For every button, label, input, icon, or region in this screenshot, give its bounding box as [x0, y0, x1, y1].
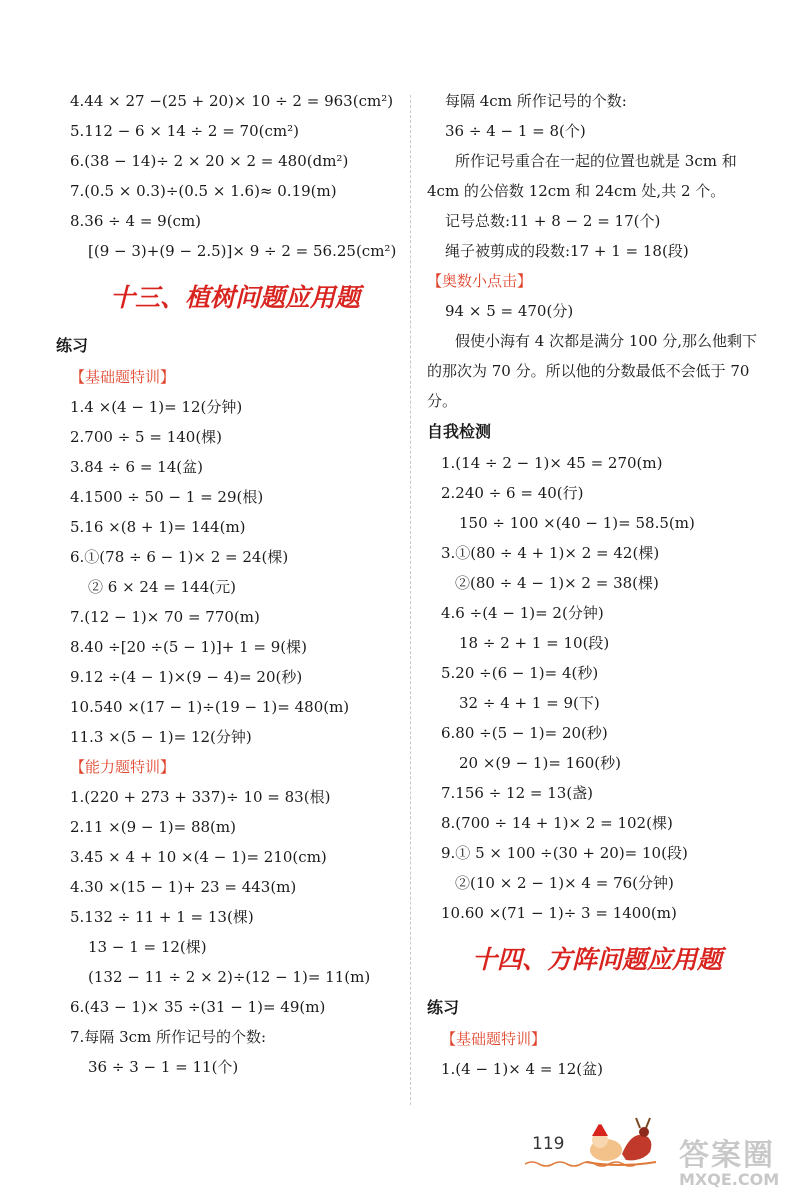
answer-line: 1.(14 ÷ 2 − 1)× 45 = 270(m)	[441, 454, 663, 472]
answer-line: 5.112 − 6 × 14 ÷ 2 = 70(cm²)	[70, 122, 299, 140]
watermark	[675, 1130, 805, 1196]
section-title-13: 十三、植树问题应用题	[109, 283, 360, 312]
answer-line: 4.44 × 27 −(25 + 20)× 10 ÷ 2 = 963(cm²)	[70, 92, 394, 110]
answer-line: 10.60 ×(71 − 1)÷ 3 = 1400(m)	[441, 904, 677, 922]
answer-line: 32 ÷ 4 + 1 = 9(下)	[459, 694, 600, 712]
answer-line: 6.(43 − 1)× 35 ÷(31 − 1)= 49(m)	[70, 998, 326, 1016]
answer-line: 5.20 ÷(6 − 1)= 4(秒)	[441, 664, 599, 682]
self-check-heading: 自我检测	[427, 422, 492, 441]
section-title-14: 十四、方阵问题应用题	[471, 945, 722, 974]
answer-line: 3.84 ÷ 6 = 14(盆)	[70, 458, 203, 476]
answer-line: 1.(4 − 1)× 4 = 12(盆)	[441, 1060, 603, 1078]
answer-line: 36 ÷ 3 − 1 = 11(个)	[88, 1058, 239, 1076]
answer-line: 8.(700 ÷ 14 + 1)× 2 = 102(棵)	[441, 814, 673, 832]
answer-line: 记号总数:11 + 8 − 2 = 17(个)	[445, 212, 661, 230]
answer-line: 7.(0.5 × 0.3)÷(0.5 × 1.6)≈ 0.19(m)	[70, 182, 337, 200]
olympiad-heading: 【奥数小点击】	[427, 272, 533, 290]
page-number: 119	[532, 1134, 565, 1154]
answer-line: [(9 − 3)+(9 − 2.5)]× 9 ÷ 2 = 56.25(cm²)	[88, 242, 397, 260]
watermark-logo-text: 答案圈	[679, 1138, 775, 1173]
answer-line: 1.4 ×(4 − 1)= 12(分钟)	[70, 398, 243, 416]
answer-line: ②(10 × 2 − 1)× 4 = 76(分钟)	[455, 874, 674, 892]
answer-line: 8.40 ÷[20 ÷(5 − 1)]+ 1 = 9(棵)	[70, 638, 307, 656]
answer-line: 4.30 ×(15 − 1)+ 23 = 443(m)	[70, 878, 297, 896]
answer-line: 94 × 5 = 470(分)	[445, 302, 574, 320]
answer-line: ②(80 ÷ 4 − 1)× 2 = 38(棵)	[455, 574, 659, 592]
answer-line: 绳子被剪成的段数:17 + 1 = 18(段)	[445, 242, 689, 260]
practice-heading: 练习	[427, 998, 460, 1017]
answer-line: 36 ÷ 4 − 1 = 8(个)	[445, 122, 586, 140]
explanation-paragraph: 假使小海有 4 次都是满分 100 分,那么他剩下的那次为 70 分。所以他的分数最低不会低于 70 分。	[427, 332, 758, 410]
answer-line: ② 6 × 24 = 144(元)	[88, 578, 236, 596]
watermark-url: MXQE.COM	[679, 1170, 780, 1189]
answer-line: 6.(38 − 14)÷ 2 × 20 × 2 = 480(dm²)	[70, 152, 349, 170]
practice-heading: 练习	[56, 336, 89, 355]
left-column	[56, 86, 400, 1082]
basic-training-heading: 【基础题特训】	[70, 368, 176, 386]
answer-line: 9.① 5 × 100 ÷(30 + 20)= 10(段)	[441, 844, 688, 862]
answer-line: 150 ÷ 100 ×(40 − 1)= 58.5(m)	[459, 514, 695, 532]
answer-line: 10.540 ×(17 − 1)÷(19 − 1)= 480(m)	[70, 698, 350, 716]
answer-line: 2.700 ÷ 5 = 140(棵)	[70, 428, 223, 446]
answer-line: 11.3 ×(5 − 1)= 12(分钟)	[70, 728, 252, 746]
answer-line: 9.12 ÷(4 − 1)×(9 − 4)= 20(秒)	[70, 668, 303, 686]
answer-line: 5.16 ×(8 + 1)= 144(m)	[70, 518, 246, 536]
right-column	[427, 86, 767, 1084]
answer-line: 20 ×(9 − 1)= 160(秒)	[459, 754, 621, 772]
answer-line: 7.每隔 3cm 所作记号的个数:	[70, 1028, 267, 1046]
answer-line: 2.11 ×(9 − 1)= 88(m)	[70, 818, 236, 836]
answer-line: 7.(12 − 1)× 70 = 770(m)	[70, 608, 260, 626]
answer-line: 18 ÷ 2 + 1 = 10(段)	[459, 634, 610, 652]
ability-training-heading: 【能力题特训】	[70, 758, 176, 776]
column-divider	[410, 95, 411, 1105]
answer-line: 4.1500 ÷ 50 − 1 = 29(根)	[70, 488, 264, 506]
answer-line: 7.156 ÷ 12 = 13(盏)	[441, 784, 594, 802]
answer-line: 3.①(80 ÷ 4 + 1)× 2 = 42(棵)	[441, 544, 660, 562]
answer-line: 8.36 ÷ 4 = 9(cm)	[70, 212, 202, 230]
answer-line: 13 − 1 = 12(棵)	[88, 938, 207, 956]
answer-line: 4.6 ÷(4 − 1)= 2(分钟)	[441, 604, 604, 622]
answer-line: (132 − 11 ÷ 2 × 2)÷(12 − 1)= 11(m)	[88, 968, 371, 986]
mascot-icon	[580, 1110, 660, 1170]
answer-line: 1.(220 + 273 + 337)÷ 10 = 83(根)	[70, 788, 331, 806]
basic-training-heading: 【基础题特训】	[441, 1030, 547, 1048]
answer-line: 6.①(78 ÷ 6 − 1)× 2 = 24(棵)	[70, 548, 289, 566]
explanation-paragraph: 所作记号重合在一起的位置也就是 3cm 和 4cm 的公倍数 12cm 和 24cm 处,共 2 个。	[427, 152, 737, 200]
answer-line: 5.132 ÷ 11 + 1 = 13(棵)	[70, 908, 254, 926]
answer-line: 2.240 ÷ 6 = 40(行)	[441, 484, 584, 502]
answer-line: 3.45 × 4 + 10 ×(4 − 1)= 210(cm)	[70, 848, 327, 866]
answer-line: 6.80 ÷(5 − 1)= 20(秒)	[441, 724, 608, 742]
answer-line: 每隔 4cm 所作记号的个数:	[445, 92, 627, 110]
